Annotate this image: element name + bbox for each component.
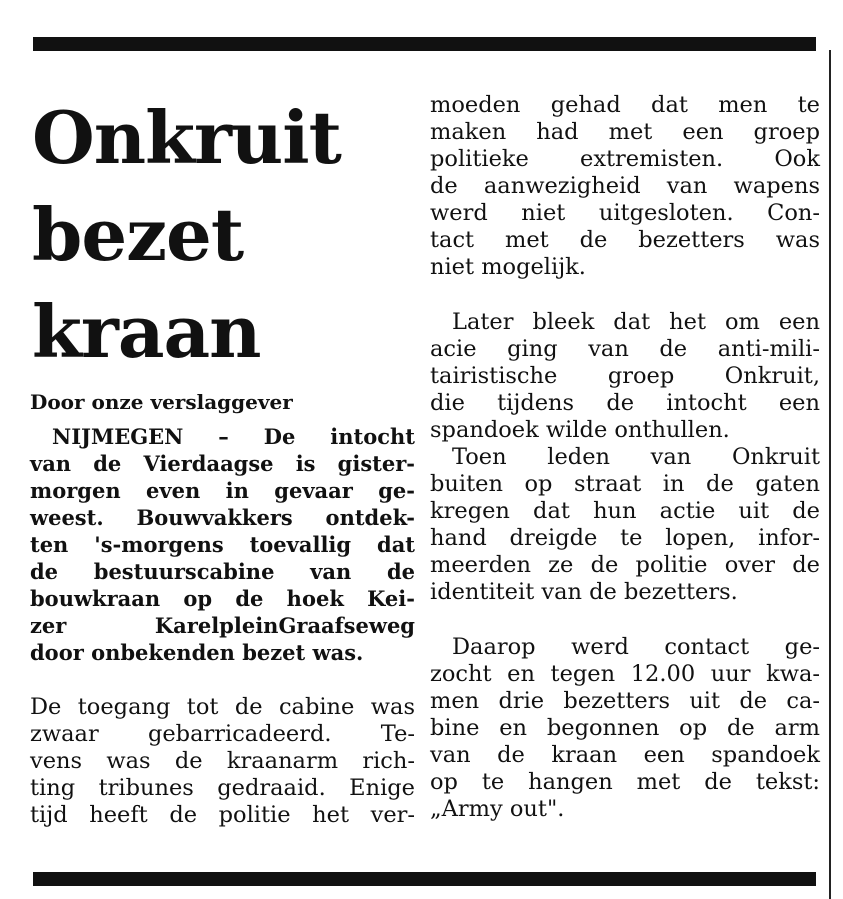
body-paragraph <box>430 309 820 444</box>
paragraph-gap <box>430 606 820 634</box>
text-line: identiteit van de bezetters. <box>430 579 738 605</box>
text-line: tact met de bezetters was <box>430 227 820 253</box>
bottom-rule <box>33 872 816 886</box>
body-paragraph <box>430 634 820 823</box>
text-line: men drie bezetters uit de ca- <box>430 688 820 714</box>
text-line: ting tribunes gedraaid. Enige <box>30 775 415 801</box>
text-line: politieke extremisten. Ook <box>430 146 820 172</box>
text-line: zwaar gebarricadeerd. Te- <box>30 721 415 747</box>
text-line: weest. Bouwvakkers ontdek- <box>30 505 415 530</box>
text-line: „Army out". <box>430 796 565 822</box>
text-line: niet mogelijk. <box>430 254 586 280</box>
right-column <box>430 92 820 823</box>
left-column <box>30 92 415 829</box>
body-paragraph <box>430 92 820 281</box>
paragraph-gap <box>30 666 415 694</box>
column-border-line <box>829 50 831 899</box>
headline-line: kraan <box>32 289 261 374</box>
text-line: de bestuurscabine van de <box>30 559 415 584</box>
text-line: buiten op straat in de gaten <box>430 471 820 497</box>
text-line: De toegang tot de cabine was <box>30 694 415 720</box>
text-line: moeden gehad dat men te <box>430 92 820 118</box>
text-line: zer KarelpleinGraafseweg <box>30 613 415 638</box>
text-line: Toen leden van Onkruit <box>452 444 820 470</box>
text-line: werd niet uitgesloten. Con- <box>430 200 820 226</box>
body-paragraph <box>30 694 415 829</box>
text-line: door onbekenden bezet was. <box>30 640 364 665</box>
headline-line: bezet <box>32 192 244 277</box>
text-line: de aanwezigheid van wapens <box>430 173 820 199</box>
text-line: van de kraan een spandoek <box>430 742 820 768</box>
text-line: die tijdens de intocht een <box>430 390 820 416</box>
text-line: ten 's-morgens toevallig dat <box>30 532 415 557</box>
headline-line: Onkruit <box>32 95 341 180</box>
text-line: NIJMEGEN – De intocht <box>52 424 415 449</box>
lead-paragraph <box>30 423 415 666</box>
text-line: hand dreigde te lopen, infor- <box>430 525 820 551</box>
text-line: maken had met een groep <box>430 119 820 145</box>
text-line: Later bleek dat het om een <box>452 309 820 335</box>
top-rule <box>33 37 816 51</box>
text-line: zocht en tegen 12.00 uur kwa- <box>430 661 820 687</box>
text-line: morgen even in gevaar ge- <box>30 478 415 503</box>
text-line: vens was de kraanarm rich- <box>30 748 415 774</box>
text-line: spandoek wilde onthullen. <box>430 417 730 443</box>
text-line: van de Vierdaagse is gister- <box>30 451 415 476</box>
text-line: tairistische groep Onkruit, <box>430 363 820 389</box>
text-line: bouwkraan op de hoek Kei- <box>30 586 415 611</box>
text-line: Daarop werd contact ge- <box>452 634 820 660</box>
byline: Door onze verslaggever <box>30 390 293 414</box>
headline <box>32 92 415 383</box>
text-line: kregen dat hun actie uit de <box>430 498 820 524</box>
text-line: bine en begonnen op de arm <box>430 715 820 741</box>
text-line: tijd heeft de politie het ver- <box>30 802 415 828</box>
text-line: acie ging van de anti-mili- <box>430 336 820 362</box>
body-paragraph <box>430 444 820 606</box>
paragraph-gap <box>430 281 820 309</box>
text-line: meerden ze de politie over de <box>430 552 820 578</box>
text-line: op te hangen met de tekst: <box>430 769 820 795</box>
